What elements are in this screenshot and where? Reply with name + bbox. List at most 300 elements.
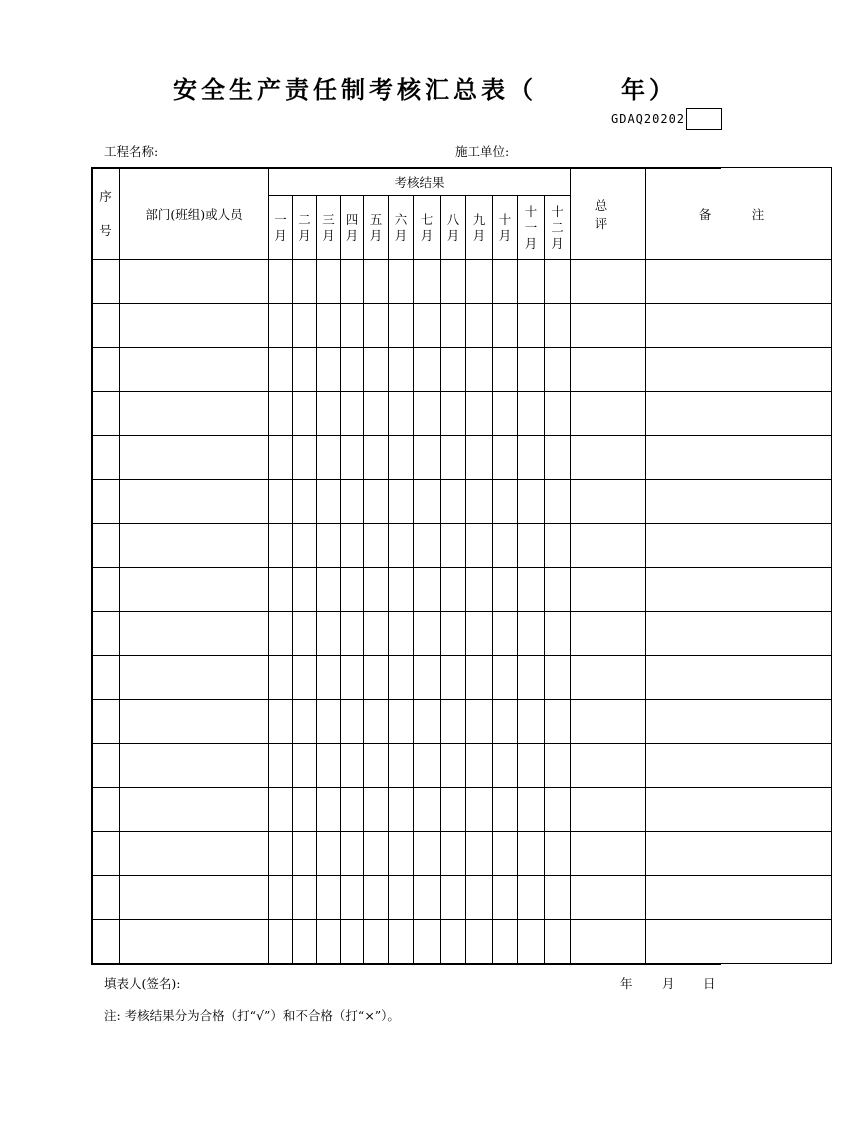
table-cell[interactable] bbox=[317, 392, 341, 436]
table-cell[interactable] bbox=[341, 832, 364, 876]
header-row-1 bbox=[92, 168, 832, 196]
table-cell[interactable] bbox=[120, 568, 269, 612]
table-cell[interactable] bbox=[364, 656, 389, 700]
table-cell[interactable] bbox=[269, 260, 293, 304]
table-cell[interactable] bbox=[571, 480, 646, 524]
table-cell[interactable] bbox=[545, 568, 571, 612]
table-cell[interactable] bbox=[389, 392, 414, 436]
table-cell[interactable] bbox=[518, 832, 545, 876]
month-header-char: 七 bbox=[420, 211, 434, 227]
table-cell[interactable] bbox=[414, 744, 441, 788]
table-cell[interactable] bbox=[414, 612, 441, 656]
table-cell[interactable] bbox=[545, 348, 571, 392]
table-cell[interactable] bbox=[646, 436, 832, 480]
month-header-label bbox=[269, 212, 292, 244]
table-cell[interactable] bbox=[545, 744, 571, 788]
table-cell[interactable] bbox=[389, 656, 414, 700]
table-cell[interactable] bbox=[341, 568, 364, 612]
table-cell[interactable] bbox=[466, 876, 493, 920]
footnote: 注: 考核结果分为合格（打“√”）和不合格（打“×”）。 bbox=[104, 1008, 400, 1023]
table-cell[interactable] bbox=[341, 260, 364, 304]
table-cell[interactable] bbox=[414, 392, 441, 436]
table-cell[interactable] bbox=[545, 480, 571, 524]
table-cell[interactable] bbox=[518, 612, 545, 656]
table-cell[interactable] bbox=[364, 788, 389, 832]
table-cell[interactable] bbox=[293, 612, 317, 656]
table-cell[interactable] bbox=[269, 348, 293, 392]
seq-header bbox=[92, 168, 120, 260]
table-cell[interactable] bbox=[341, 656, 364, 700]
table-cell[interactable] bbox=[414, 656, 441, 700]
table-cell[interactable] bbox=[646, 920, 832, 964]
table-cell[interactable] bbox=[120, 612, 269, 656]
table-cell[interactable] bbox=[269, 480, 293, 524]
table-cell[interactable] bbox=[293, 436, 317, 480]
table-cell[interactable] bbox=[518, 568, 545, 612]
dept-header: 部门(班组)或人员 bbox=[120, 168, 269, 260]
table-cell[interactable] bbox=[389, 920, 414, 964]
month-header-label bbox=[493, 212, 517, 244]
table-cell[interactable] bbox=[646, 876, 832, 920]
table-cell[interactable] bbox=[389, 304, 414, 348]
table-cell[interactable] bbox=[518, 436, 545, 480]
table-bottom-border bbox=[91, 963, 721, 965]
table-cell[interactable] bbox=[414, 788, 441, 832]
table-cell[interactable] bbox=[389, 876, 414, 920]
table-cell[interactable] bbox=[120, 876, 269, 920]
table-cell[interactable] bbox=[518, 304, 545, 348]
table-cell[interactable] bbox=[493, 392, 518, 436]
table-cell[interactable] bbox=[493, 568, 518, 612]
table-cell[interactable] bbox=[466, 568, 493, 612]
table-cell[interactable] bbox=[317, 348, 341, 392]
table-cell[interactable] bbox=[466, 480, 493, 524]
table-cell[interactable] bbox=[493, 700, 518, 744]
table-cell[interactable] bbox=[92, 348, 120, 392]
table-cell[interactable] bbox=[571, 744, 646, 788]
table-cell[interactable] bbox=[545, 788, 571, 832]
month-header-7 bbox=[414, 196, 441, 260]
month-header-label bbox=[317, 212, 340, 244]
month-header-label bbox=[518, 204, 544, 252]
table-cell[interactable] bbox=[414, 524, 441, 568]
table-cell[interactable] bbox=[293, 348, 317, 392]
table-cell[interactable] bbox=[646, 612, 832, 656]
table-cell[interactable] bbox=[92, 876, 120, 920]
table-cell[interactable] bbox=[466, 392, 493, 436]
table-cell[interactable] bbox=[341, 700, 364, 744]
table-cell[interactable] bbox=[466, 260, 493, 304]
table-cell[interactable] bbox=[364, 744, 389, 788]
month-header-6 bbox=[389, 196, 414, 260]
table-cell[interactable] bbox=[414, 920, 441, 964]
table-cell[interactable] bbox=[269, 612, 293, 656]
table-cell[interactable] bbox=[493, 260, 518, 304]
table-cell[interactable] bbox=[269, 744, 293, 788]
table-cell[interactable] bbox=[120, 700, 269, 744]
table-cell[interactable] bbox=[646, 568, 832, 612]
table-cell[interactable] bbox=[441, 920, 466, 964]
table-cell[interactable] bbox=[317, 920, 341, 964]
table-cell[interactable] bbox=[441, 656, 466, 700]
month-header-char: 月 bbox=[322, 227, 335, 243]
table-cell[interactable] bbox=[317, 700, 341, 744]
table-cell[interactable] bbox=[414, 480, 441, 524]
table-cell[interactable] bbox=[389, 348, 414, 392]
table-cell[interactable] bbox=[120, 304, 269, 348]
table-cell[interactable] bbox=[120, 436, 269, 480]
table-cell[interactable] bbox=[518, 876, 545, 920]
table-cell[interactable] bbox=[518, 920, 545, 964]
month-header-3 bbox=[317, 196, 341, 260]
table-cell[interactable] bbox=[92, 480, 120, 524]
table-cell[interactable] bbox=[317, 568, 341, 612]
table-cell[interactable] bbox=[493, 744, 518, 788]
table-cell[interactable] bbox=[646, 788, 832, 832]
table-row bbox=[92, 392, 832, 436]
table-cell[interactable] bbox=[466, 788, 493, 832]
table-cell[interactable] bbox=[120, 348, 269, 392]
table-cell[interactable] bbox=[341, 304, 364, 348]
table-cell[interactable] bbox=[441, 876, 466, 920]
month-header-char: 月 bbox=[298, 227, 311, 243]
table-cell[interactable] bbox=[466, 656, 493, 700]
table-cell[interactable] bbox=[317, 436, 341, 480]
table-cell[interactable] bbox=[364, 524, 389, 568]
table-cell[interactable] bbox=[389, 612, 414, 656]
table-cell[interactable] bbox=[317, 788, 341, 832]
table-cell[interactable] bbox=[269, 656, 293, 700]
table-cell[interactable] bbox=[269, 304, 293, 348]
table-cell[interactable] bbox=[493, 876, 518, 920]
table-cell[interactable] bbox=[293, 788, 317, 832]
table-cell[interactable] bbox=[120, 392, 269, 436]
table-cell[interactable] bbox=[493, 524, 518, 568]
table-cell[interactable] bbox=[441, 700, 466, 744]
table-cell[interactable] bbox=[389, 436, 414, 480]
project-name-label: 工程名称: bbox=[104, 144, 159, 159]
table-cell[interactable] bbox=[571, 920, 646, 964]
table-cell[interactable] bbox=[466, 524, 493, 568]
summary-table-frame bbox=[91, 167, 779, 964]
table-cell[interactable] bbox=[92, 392, 120, 436]
table-cell[interactable] bbox=[571, 832, 646, 876]
table-left-border bbox=[91, 167, 93, 965]
table-cell[interactable] bbox=[120, 832, 269, 876]
month-header-label bbox=[341, 212, 363, 244]
table-cell[interactable] bbox=[545, 876, 571, 920]
table-cell[interactable] bbox=[269, 700, 293, 744]
table-cell[interactable] bbox=[389, 260, 414, 304]
table-cell[interactable] bbox=[518, 392, 545, 436]
table-cell[interactable] bbox=[293, 656, 317, 700]
table-cell[interactable] bbox=[341, 348, 364, 392]
table-cell[interactable] bbox=[269, 832, 293, 876]
table-cell[interactable] bbox=[646, 832, 832, 876]
table-cell[interactable] bbox=[389, 568, 414, 612]
table-cell[interactable] bbox=[571, 436, 646, 480]
table-cell[interactable] bbox=[571, 788, 646, 832]
table-cell[interactable] bbox=[414, 348, 441, 392]
table-cell[interactable] bbox=[389, 480, 414, 524]
table-cell[interactable] bbox=[364, 436, 389, 480]
table-cell[interactable] bbox=[341, 744, 364, 788]
table-cell[interactable] bbox=[571, 304, 646, 348]
table-cell[interactable] bbox=[293, 392, 317, 436]
table-cell[interactable] bbox=[92, 436, 120, 480]
table-cell[interactable] bbox=[441, 832, 466, 876]
table-cell[interactable] bbox=[518, 656, 545, 700]
table-cell[interactable] bbox=[269, 436, 293, 480]
table-cell[interactable] bbox=[341, 612, 364, 656]
table-cell[interactable] bbox=[341, 480, 364, 524]
month-header-label bbox=[441, 212, 465, 244]
table-cell[interactable] bbox=[545, 304, 571, 348]
table-cell[interactable] bbox=[441, 744, 466, 788]
table-cell[interactable] bbox=[414, 832, 441, 876]
month-header-char: 二 bbox=[298, 211, 311, 227]
table-cell[interactable] bbox=[92, 568, 120, 612]
table-cell[interactable] bbox=[92, 304, 120, 348]
table-cell[interactable] bbox=[341, 392, 364, 436]
table-cell[interactable] bbox=[364, 392, 389, 436]
table-cell[interactable] bbox=[441, 568, 466, 612]
table-cell[interactable] bbox=[441, 524, 466, 568]
table-cell[interactable] bbox=[414, 304, 441, 348]
table-cell[interactable] bbox=[120, 524, 269, 568]
table-cell[interactable] bbox=[120, 920, 269, 964]
table-cell[interactable] bbox=[389, 524, 414, 568]
overall-header: 总 评 bbox=[571, 168, 646, 260]
table-cell[interactable] bbox=[317, 612, 341, 656]
table-cell[interactable] bbox=[364, 348, 389, 392]
table-cell[interactable] bbox=[571, 612, 646, 656]
table-row bbox=[92, 348, 832, 392]
table-cell[interactable] bbox=[414, 876, 441, 920]
table-cell[interactable] bbox=[571, 700, 646, 744]
table-cell[interactable] bbox=[646, 392, 832, 436]
table-cell[interactable] bbox=[414, 700, 441, 744]
table-cell[interactable] bbox=[493, 436, 518, 480]
table-cell[interactable] bbox=[389, 788, 414, 832]
table-cell[interactable] bbox=[466, 744, 493, 788]
month-header-char: 八 bbox=[446, 211, 460, 227]
table-cell[interactable] bbox=[364, 920, 389, 964]
table-cell[interactable] bbox=[518, 700, 545, 744]
table-cell[interactable] bbox=[545, 612, 571, 656]
table-cell[interactable] bbox=[317, 480, 341, 524]
month-header-char: 月 bbox=[551, 235, 564, 251]
table-cell[interactable] bbox=[545, 832, 571, 876]
table-cell[interactable] bbox=[92, 832, 120, 876]
table-cell[interactable] bbox=[571, 656, 646, 700]
table-cell[interactable] bbox=[646, 260, 832, 304]
table-cell[interactable] bbox=[293, 832, 317, 876]
month-header-char: 月 bbox=[498, 227, 512, 243]
table-cell[interactable] bbox=[317, 260, 341, 304]
table-cell[interactable] bbox=[545, 920, 571, 964]
table-cell[interactable] bbox=[293, 700, 317, 744]
table-cell[interactable] bbox=[571, 568, 646, 612]
table-top-border bbox=[91, 167, 721, 169]
month-header-char: 四 bbox=[345, 211, 359, 227]
table-cell[interactable] bbox=[92, 260, 120, 304]
table-cell[interactable] bbox=[493, 612, 518, 656]
table-cell[interactable] bbox=[493, 656, 518, 700]
table-cell[interactable] bbox=[92, 700, 120, 744]
table-cell[interactable] bbox=[293, 876, 317, 920]
table-cell[interactable] bbox=[120, 260, 269, 304]
table-cell[interactable] bbox=[466, 700, 493, 744]
table-cell[interactable] bbox=[317, 524, 341, 568]
table-cell[interactable] bbox=[466, 920, 493, 964]
table-cell[interactable] bbox=[317, 876, 341, 920]
table-cell[interactable] bbox=[120, 656, 269, 700]
table-cell[interactable] bbox=[518, 524, 545, 568]
table-cell[interactable] bbox=[317, 744, 341, 788]
table-cell[interactable] bbox=[293, 304, 317, 348]
table-cell[interactable] bbox=[571, 524, 646, 568]
table-cell[interactable] bbox=[466, 832, 493, 876]
table-cell[interactable] bbox=[120, 744, 269, 788]
table-cell[interactable] bbox=[269, 876, 293, 920]
table-cell[interactable] bbox=[545, 260, 571, 304]
table-cell[interactable] bbox=[466, 612, 493, 656]
table-cell[interactable] bbox=[571, 260, 646, 304]
table-cell[interactable] bbox=[518, 744, 545, 788]
table-cell[interactable] bbox=[441, 304, 466, 348]
table-cell[interactable] bbox=[364, 568, 389, 612]
month-header-label bbox=[545, 204, 570, 252]
table-cell[interactable] bbox=[269, 788, 293, 832]
table-cell[interactable] bbox=[317, 304, 341, 348]
table-cell[interactable] bbox=[293, 568, 317, 612]
table-cell[interactable] bbox=[493, 348, 518, 392]
table-cell[interactable] bbox=[441, 260, 466, 304]
table-cell[interactable] bbox=[120, 788, 269, 832]
construction-unit-label: 施工单位: bbox=[455, 144, 510, 159]
table-cell[interactable] bbox=[571, 392, 646, 436]
table-cell[interactable] bbox=[317, 656, 341, 700]
month-header-9 bbox=[466, 196, 493, 260]
table-cell[interactable] bbox=[646, 524, 832, 568]
table-cell[interactable] bbox=[493, 788, 518, 832]
table-cell[interactable] bbox=[92, 656, 120, 700]
table-cell[interactable] bbox=[545, 656, 571, 700]
table-cell[interactable] bbox=[293, 920, 317, 964]
table-cell[interactable] bbox=[414, 260, 441, 304]
table-cell[interactable] bbox=[364, 304, 389, 348]
table-cell[interactable] bbox=[269, 392, 293, 436]
table-cell[interactable] bbox=[92, 612, 120, 656]
table-cell[interactable] bbox=[293, 744, 317, 788]
month-header-label bbox=[364, 212, 388, 244]
table-cell[interactable] bbox=[364, 480, 389, 524]
table-cell[interactable] bbox=[518, 348, 545, 392]
table-cell[interactable] bbox=[92, 920, 120, 964]
table-cell[interactable] bbox=[364, 260, 389, 304]
table-cell[interactable] bbox=[293, 260, 317, 304]
table-cell[interactable] bbox=[364, 612, 389, 656]
table-cell[interactable] bbox=[269, 524, 293, 568]
table-cell[interactable] bbox=[341, 920, 364, 964]
table-cell[interactable] bbox=[441, 436, 466, 480]
table-cell[interactable] bbox=[341, 524, 364, 568]
table-cell[interactable] bbox=[441, 612, 466, 656]
table-cell[interactable] bbox=[646, 700, 832, 744]
month-header-1 bbox=[269, 196, 293, 260]
table-cell[interactable] bbox=[293, 480, 317, 524]
table-cell[interactable] bbox=[341, 876, 364, 920]
table-cell[interactable] bbox=[466, 436, 493, 480]
month-header-char: 三 bbox=[322, 211, 335, 227]
table-cell[interactable] bbox=[493, 920, 518, 964]
table-cell[interactable] bbox=[493, 480, 518, 524]
table-cell[interactable] bbox=[293, 524, 317, 568]
seq-header-bottom: 号 bbox=[99, 222, 112, 238]
month-header-char: 月 bbox=[472, 227, 486, 243]
table-cell[interactable] bbox=[414, 436, 441, 480]
table-cell[interactable] bbox=[389, 744, 414, 788]
table-cell[interactable] bbox=[441, 480, 466, 524]
table-cell[interactable] bbox=[441, 348, 466, 392]
table-row bbox=[92, 260, 832, 304]
table-row bbox=[92, 480, 832, 524]
table-cell[interactable] bbox=[92, 788, 120, 832]
table-cell[interactable] bbox=[92, 744, 120, 788]
form-code-suffix-box[interactable] bbox=[686, 108, 722, 130]
table-cell[interactable] bbox=[545, 436, 571, 480]
table-cell[interactable] bbox=[269, 920, 293, 964]
table-cell[interactable] bbox=[545, 700, 571, 744]
table-cell[interactable] bbox=[545, 392, 571, 436]
table-cell[interactable] bbox=[646, 304, 832, 348]
table-cell[interactable] bbox=[269, 568, 293, 612]
table-cell[interactable] bbox=[364, 832, 389, 876]
table-cell[interactable] bbox=[466, 304, 493, 348]
table-cell[interactable] bbox=[518, 480, 545, 524]
table-cell[interactable] bbox=[518, 788, 545, 832]
month-header-5 bbox=[364, 196, 389, 260]
table-cell[interactable] bbox=[571, 876, 646, 920]
table-cell[interactable] bbox=[341, 788, 364, 832]
table-cell[interactable] bbox=[646, 744, 832, 788]
table-cell[interactable] bbox=[389, 832, 414, 876]
form-code: GDAQ20202 bbox=[611, 112, 686, 126]
table-cell[interactable] bbox=[466, 348, 493, 392]
table-cell[interactable] bbox=[341, 436, 364, 480]
month-header-label bbox=[466, 212, 492, 244]
table-cell[interactable] bbox=[493, 832, 518, 876]
table-cell[interactable] bbox=[364, 700, 389, 744]
table-cell[interactable] bbox=[646, 480, 832, 524]
table-cell[interactable] bbox=[493, 304, 518, 348]
table-cell[interactable] bbox=[518, 260, 545, 304]
table-cell[interactable] bbox=[120, 480, 269, 524]
table-cell[interactable] bbox=[389, 700, 414, 744]
table-cell[interactable] bbox=[571, 348, 646, 392]
table-cell[interactable] bbox=[364, 876, 389, 920]
table-cell[interactable] bbox=[92, 524, 120, 568]
table-row bbox=[92, 700, 832, 744]
table-cell[interactable] bbox=[414, 568, 441, 612]
table-cell[interactable] bbox=[646, 656, 832, 700]
table-cell[interactable] bbox=[646, 348, 832, 392]
table-cell[interactable] bbox=[441, 392, 466, 436]
table-cell[interactable] bbox=[317, 832, 341, 876]
table-cell[interactable] bbox=[441, 788, 466, 832]
table-cell[interactable] bbox=[545, 524, 571, 568]
